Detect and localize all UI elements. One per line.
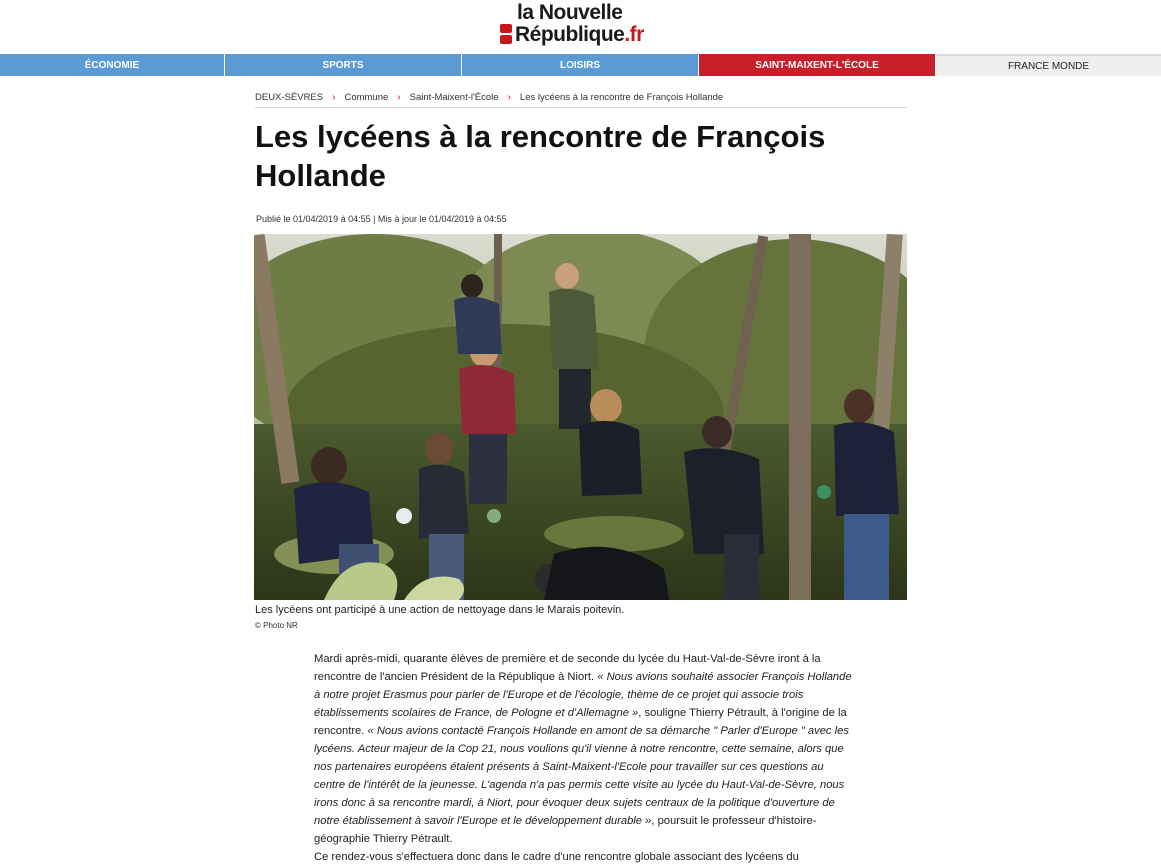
site-logo[interactable] (500, 2, 670, 46)
nav-france-monde[interactable]: FRANCE MONDE (936, 54, 1161, 76)
article-body (314, 650, 854, 866)
article-meta: Publié le 01/04/2019 à 04:55 | Mis à jour le 01/04/2019 à 04:55 (256, 214, 507, 224)
breadcrumb (255, 87, 907, 108)
breadcrumb-saint-maixent[interactable]: Saint-Maixent-l'École (409, 91, 499, 103)
nav-sports[interactable]: SPORTS (225, 54, 462, 76)
breadcrumb-separator-icon: › (507, 91, 511, 103)
article-paragraph: Mardi après-midi, quarante élèves de première et de seconde du lycée du Haut-Val-de-Sèvre iront à la rencontre de l'ancien Président de la République à Niort. « Nous avions souhaité associer François Hollande à notre projet Erasmus pour parler de l'Europe et de l'écologie, thème de ce projet qui associe trois établissements scolaires de France, de Pologne et d'Allemagne », souligne Thierry Pétrault, à l'origine de la rencontre. « Nous avions contacté François Hollande en amont de sa démarche " Parler d'Europe " avec les lycéens. Acteur majeur de la Cop 21, nous voulions qu'il vienne à notre rencontre, cette semaine, alors que nos partenaires européens étaient présents à Saint-Maixent-l'Ecole pour travailler sur ces questions au centre de l'intérêt de la jeunesse. L'agenda n'a pas permis cette visite au lycée du Haut-Val-de-Sèvre, nous irons donc à sa rencontre mardi, à Niort, pour évoquer deux sujets centraux de la politique d'ouverture de notre établissement à savoir l'Europe et le développement durable », poursuit le professeur d'histoire-géographie Thierry Pétrault. (314, 653, 852, 845)
article-photo[interactable] (254, 234, 907, 600)
breadcrumb-separator-icon: › (397, 91, 401, 103)
breadcrumb-separator-icon: › (332, 91, 336, 103)
nav-loisirs[interactable]: LOISIRS (462, 54, 699, 76)
nav-saint-maixent[interactable]: SAINT-MAIXENT-L'ÉCOLE (699, 54, 936, 76)
logo-mark-icon (500, 24, 512, 44)
nav-economie[interactable]: ÉCONOMIE (0, 54, 225, 76)
article-paragraph: Ce rendez-vous s'effectuera donc dans le cadre d'une rencontre globale associant des lycéens du (314, 851, 799, 863)
breadcrumb-current: Les lycéens à la rencontre de François Hollande (519, 91, 724, 103)
article-title: Les lycéens à la rencontre de François Hollande (255, 119, 826, 193)
breadcrumb-commune[interactable]: Commune (344, 91, 389, 103)
photo-credit: © Photo NR (255, 621, 298, 630)
logo-line1: la Nouvelle (517, 1, 623, 24)
logo-line2: République.fr (515, 23, 644, 46)
main-nav (0, 54, 1161, 76)
breadcrumb-deux-sevres[interactable]: DEUX-SÈVRES (255, 91, 324, 103)
photo-caption: Les lycéens ont participé à une action de nettoyage dans le Marais poitevin. (255, 604, 625, 616)
article-photo-image (254, 234, 907, 600)
